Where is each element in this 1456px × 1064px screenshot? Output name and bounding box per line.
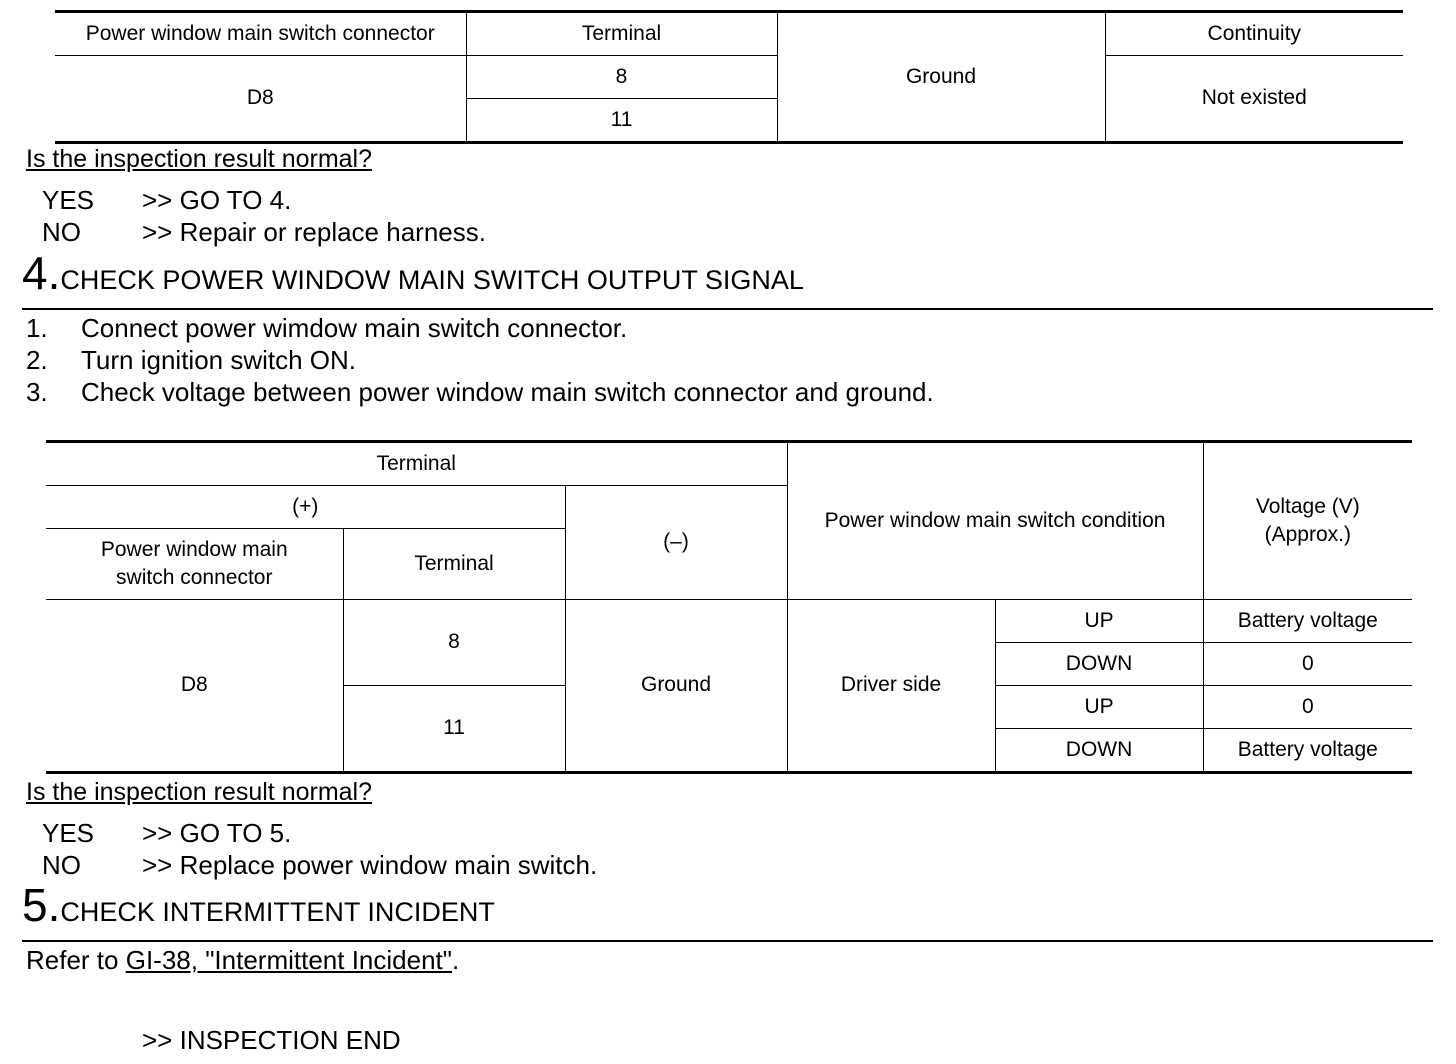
cell-condition: DOWN	[995, 729, 1203, 773]
no-label: NO	[42, 850, 81, 880]
voltage-table	[46, 440, 1412, 774]
cell-ground: Ground	[777, 12, 1105, 143]
cell-voltage: Battery voltage	[1203, 600, 1412, 643]
header-connector: Power window main switch connector	[55, 12, 466, 56]
cell-voltage: 0	[1203, 643, 1412, 686]
step-number: 4.	[22, 247, 61, 299]
cell-condition: UP	[995, 600, 1203, 643]
header-terminal: Terminal	[466, 12, 777, 56]
header-connector: Power window main switch connector	[46, 529, 343, 600]
answer-yes	[42, 818, 291, 849]
yes-label: YES	[42, 185, 95, 215]
cell-ground: Ground	[565, 600, 787, 773]
step-5-heading	[22, 879, 495, 931]
header-voltage: Voltage (V) (Approx.)	[1203, 442, 1412, 600]
cell-condition: UP	[995, 686, 1203, 729]
answer-yes	[42, 185, 291, 216]
cell-terminal-8: 8	[466, 56, 777, 99]
yes-text: >> GO TO 4.	[142, 185, 292, 215]
cell-continuity: Not existed	[1105, 56, 1403, 143]
answer-no	[42, 850, 597, 881]
cell-terminal-11: 11	[466, 99, 777, 143]
cell-voltage: Battery voltage	[1203, 729, 1412, 773]
continuity-table	[55, 10, 1403, 144]
no-label: NO	[42, 217, 81, 247]
step-title: CHECK POWER WINDOW MAIN SWITCH OUTPUT SIGNAL	[60, 265, 804, 295]
header-terminal: Terminal	[46, 442, 787, 486]
inspection-question: Is the inspection result normal?	[26, 145, 373, 173]
cell-terminal-8: 8	[343, 600, 565, 686]
cell-voltage: 0	[1203, 686, 1412, 729]
step-list-item: 1. Connect power wimdow main switch connector.	[26, 313, 628, 343]
step-4-heading	[22, 247, 804, 299]
step-list-item: 2. Turn ignition switch ON.	[26, 345, 357, 375]
header-condition: Power window main switch condition	[787, 442, 1203, 600]
section-divider	[22, 308, 1433, 310]
header-terminal-2: Terminal	[343, 529, 565, 600]
cell-connector: D8	[55, 56, 466, 143]
step-title: CHECK INTERMITTENT INCIDENT	[60, 897, 495, 927]
answer-no	[42, 217, 486, 248]
cell-connector: D8	[46, 600, 343, 773]
no-text: >> Repair or replace harness.	[142, 217, 486, 247]
cell-condition: DOWN	[995, 643, 1203, 686]
step-number: 5.	[22, 879, 61, 931]
header-minus: (–)	[565, 486, 787, 600]
reference-line: Refer to GI-38, "Intermittent Incident".	[26, 945, 460, 975]
header-continuity: Continuity	[1105, 12, 1403, 56]
step-list-item: 3. Check voltage between power window main switch connector and ground.	[26, 377, 934, 407]
yes-label: YES	[42, 818, 95, 848]
no-text: >> Replace power window main switch.	[142, 850, 598, 880]
inspection-question: Is the inspection result normal?	[26, 778, 373, 806]
header-plus: (+)	[46, 486, 565, 529]
yes-text: >> GO TO 5.	[142, 818, 292, 848]
cell-terminal-11: 11	[343, 686, 565, 773]
inspection-end: >> INSPECTION END	[142, 1025, 401, 1055]
section-divider	[22, 940, 1433, 942]
cell-driver-side: Driver side	[787, 600, 995, 773]
reference-link[interactable]: GI-38, "Intermittent Incident"	[125, 945, 452, 975]
